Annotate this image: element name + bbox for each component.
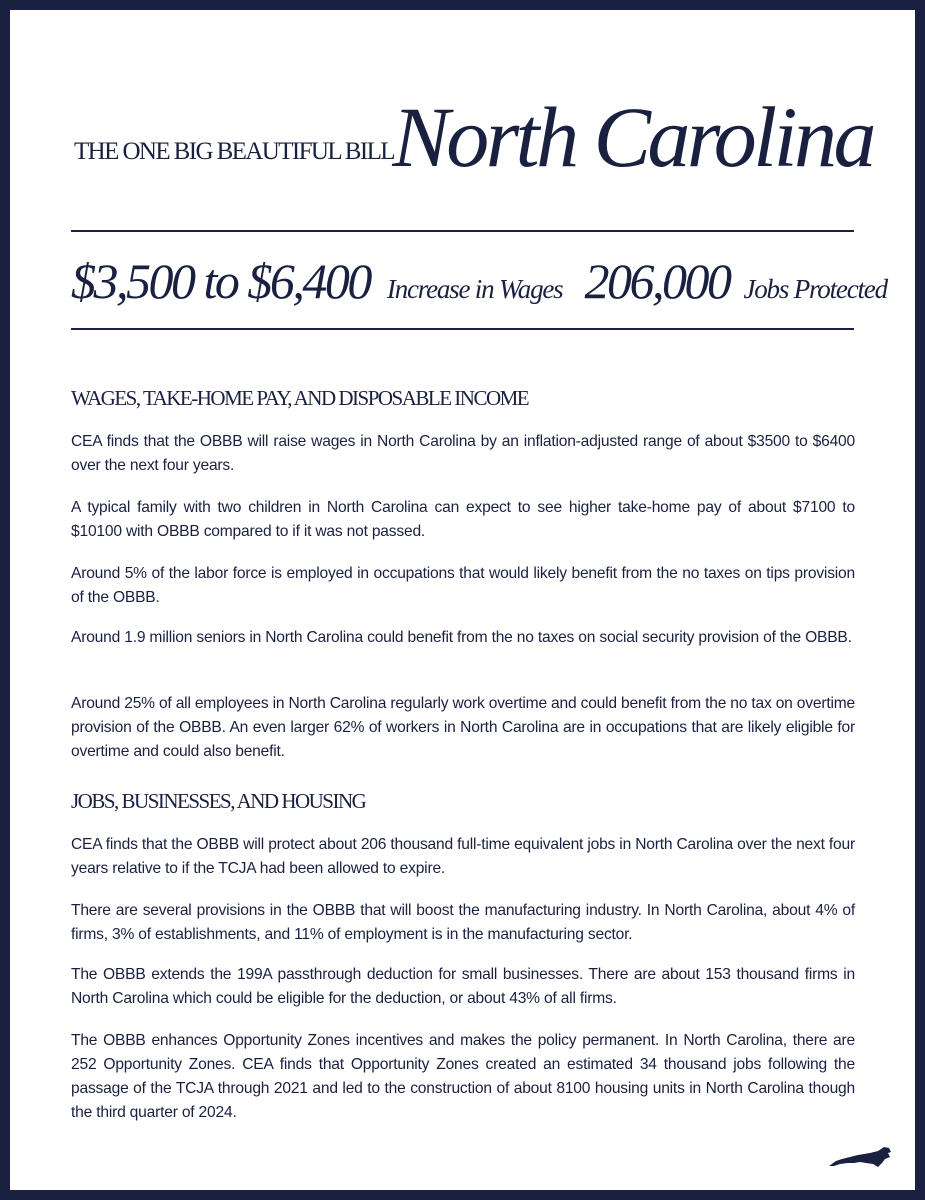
paragraph: Around 1.9 million seniors in North Carolina could benefit from the no taxes on social security provision of the OBBB. [71, 629, 852, 646]
top-divider [71, 230, 854, 232]
document-page [10, 10, 915, 1190]
paragraph: Around 5% of the labor force is employed in occupations that would likely benefit from the no taxes on tips provision of the OBBB. [71, 565, 855, 606]
section-title-jobs: JOBS, BUSINESSES, AND HOUSING [71, 789, 366, 813]
paragraph: There are several provisions in the OBBB that will boost the manufacturing industry. In North Carolina, about 4% of firms, 3% of establishments, and 11% of employment is in the manufacturing sector. [71, 902, 855, 943]
paragraph: The OBBB extends the 199A passthrough deduction for small businesses. There are about 153 thousand firms in North Carolina which could be eligible for the deduction, or about 43% of all firms. [71, 966, 855, 1007]
paragraph: CEA finds that the OBBB will protect about 206 thousand full-time equivalent jobs in North Carolina over the next four years relative to if the TCJA had been allowed to expire. [71, 836, 855, 877]
state-title: North Carolina [392, 89, 873, 185]
stats-banner [71, 253, 887, 309]
paragraph: CEA finds that the OBBB will raise wages in North Carolina by an inflation-adjusted range of about $3500 to $6400 over the next four years. [71, 433, 855, 474]
paragraph: Around 25% of all employees in North Carolina regularly work overtime and could benefit from the no tax on overtime provision of the OBBB. An even larger 62% of workers in North Carolina are in occupations that are likely eligible for overtime and could also benefit. [71, 695, 855, 760]
wages-label: Increase in Wages [386, 274, 563, 304]
bill-title: THE ONE BIG BEAUTIFUL BILL [74, 138, 394, 165]
jobs-value: 206,000 [584, 253, 730, 309]
paragraph: A typical family with two children in North Carolina can expect to see higher take-home pay of about $7100 to $10100 with OBBB compared to if it was not passed. [71, 499, 855, 540]
jobs-label: Jobs Protected [743, 274, 887, 304]
bottom-divider [71, 328, 854, 330]
section-title-wages: WAGES, TAKE-HOME PAY, AND DISPOSABLE INCOME [71, 386, 529, 410]
wages-range-value: $3,500 to $6,400 [71, 253, 370, 309]
paragraph: The OBBB enhances Opportunity Zones incentives and makes the policy permanent. In North Carolina, there are 252 Opportunity Zones. CEA finds that Opportunity Zones created an estimated 34 thousand jobs following the passage of the TCJA through 2021 and led to the construction of about 8100 housing units in North Carolina though the third quarter of 2024. [71, 1032, 855, 1121]
north-carolina-state-icon [828, 1144, 892, 1170]
